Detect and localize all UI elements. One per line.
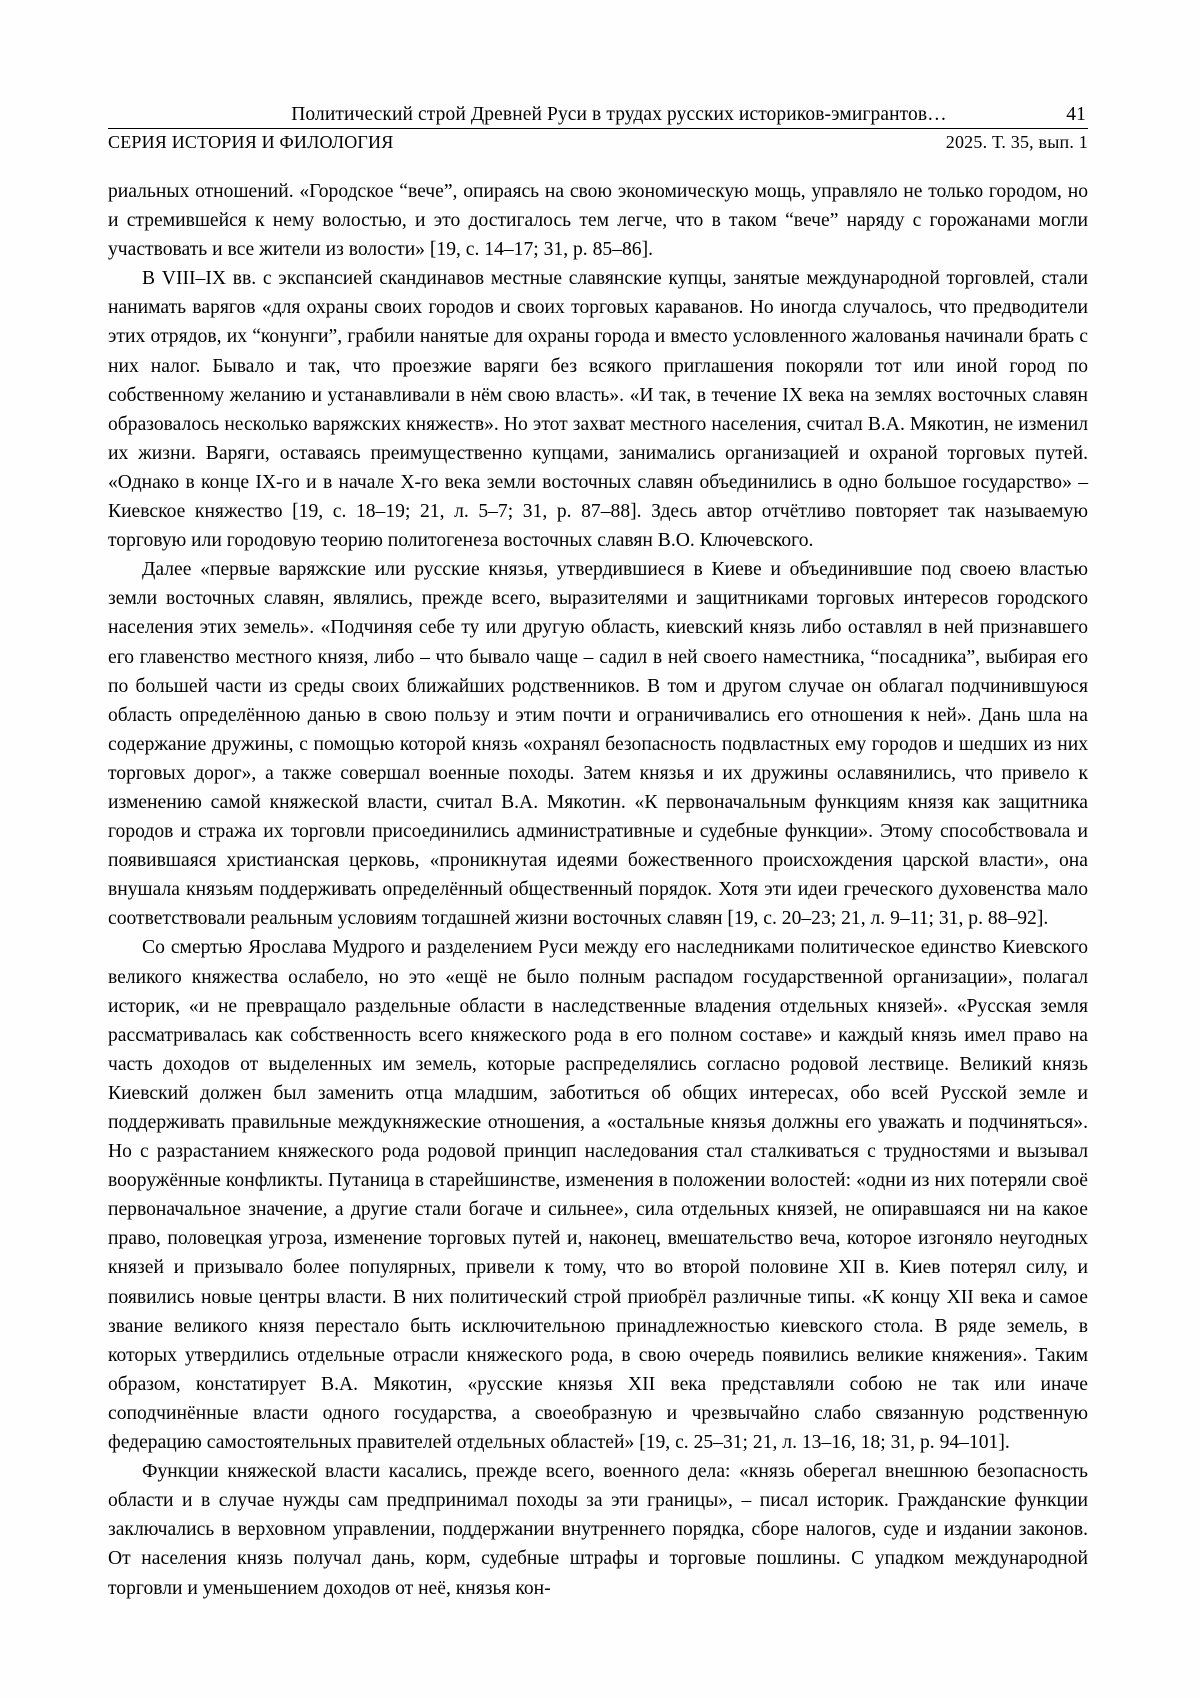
journal-series: СЕРИЯ ИСТОРИЯ И ФИЛОЛОГИЯ [108, 132, 394, 152]
paragraph: В VIII–IX вв. с экспансией скандинавов местные славянские купцы, занятые международной торговлей, стали нанимать варягов «для охраны своих городов и своих торговых караванов. Но иногда случалось, что предводители этих отрядов, их “конунги”, грабили нанятые для охраны города и вместо условленного жалованья начинали брать с них налог. Бывало и так, что проезжие варяги без всякого приглашения покоряли тот или иной город по собственному желанию и устанавливали в нём свою власть». «И так, в течение IX века на землях восточных славян образовалось несколько варяжских княжеств». Но этот захват местного населения, считал В.А. Мякотин, не изменил их жизни. Варяги, оставаясь преимущественно купцами, занимались организацией и охраной торговых путей. «Однако в конце IX-го и в начале X-го века земли восточных славян объединились в одно большое государство» – Киевское княжество [19, с. 18–19; 21, л. 5–7; 31, р. 87–88]. Здесь автор отчётливо повторяет так называемую торговую или городовую теорию политогенеза восточных славян В.О. Ключевского. [108, 268, 1088, 552]
paragraph: риальных отношений. «Городское “вече”, опираясь на свою экономическую мощь, управляло не только городом, но и стремившейся к нему волостью, и это достигалось тем легче, что в таком “вече” наряду с горожанами могли участвовать и все жители из волости» [19, с. 14–17; 31, р. 85–86]. [108, 181, 1088, 261]
journal-issue: 2025. Т. 35, вып. 1 [945, 132, 1088, 152]
article-body [108, 177, 1088, 1603]
header-divider [108, 128, 1088, 129]
running-head-title: Политический строй Древней Руси в трудах русских историков-эмигрантов… [291, 104, 947, 125]
paragraph: Далее «первые варяжские или русские князья, утвердившиеся в Киеве и объединившие под своею властью земли восточных славян, являлись, прежде всего, выразителями и защитниками торговых интересов городского населения этих земель». «Подчиняя себе ту или другую область, киевский князь либо оставлял в ней признавшего его главенство местного князя, либо – что бывало чаще – садил в ней своего наместника, “посадника”, выбирая его по большей части из среды своих ближайших родственников. В том и другом случае он облагал подчинившуюся область определённою данью в свою пользу и этим почти и ограничивались его отношения к ней». Дань шла на содержание дружины, с помощью которой князь «охранял безопасность подвластных ему городов и шедших из них торговых дорог», а также совершал военные походы. Затем князья и их дружины ославянились, что привело к изменению самой княжеской власти, считал В.А. Мякотин. «К первоначальным функциям князя как защитника городов и стража их торговли присоединились административные и судебные функции». Этому способствовала и появившаяся христианская церковь, «проникнутая идеями божественного происхождения царской власти», она внушала князьям поддерживать определённый общественный порядок. Хотя эти идеи греческого духовенства мало соответствовали реальным условиям тогдашней жизни восточных славян [19, с. 20–23; 21, л. 9–11; 31, р. 88–92]. [108, 559, 1088, 930]
running-head-top [108, 104, 1088, 126]
page-number: 41 [1066, 104, 1086, 125]
running-head-bottom [108, 132, 1088, 153]
page-content [108, 104, 1088, 1603]
paragraph: Функции княжеской власти касались, прежде всего, военного дела: «князь оберегал внешнюю безопасность области и в случае нужды сам предпринимал походы за эти границы», – писал историк. Гражданские функции заключались в верховном управлении, поддержании внутреннего порядка, сборе налогов, суде и издании законов. От населения князь получал дань, корм, судебные штрафы и торговые пошлины. С упадком международной торговли и уменьшением доходов от неё, князья кон- [108, 1461, 1088, 1599]
paragraph: Со смертью Ярослава Мудрого и разделением Руси между его наследниками политическое единство Киевского великого княжества ослабело, но это «ещё не было полным распадом государственной организации», полагал историк, «и не превращало раздельные области в наследственные владения отдельных князей». «Русская земля рассматривалась как собственность всего княжеского рода в его полном составе» и каждый князь имел право на часть доходов от выделенных им земель, которые распределялись согласно родовой лествице. Великий князь Киевский должен был заменить отца младшим, заботиться об общих интересах, обо всей Русской земле и поддерживать правильные междукняжеские отношения, а «остальные князья должны его уважать и подчиняться». Но с разрастанием княжеского рода родовой принцип наследования стал сталкиваться с трудностями и вызывал вооружённые конфликты. Путаница в старейшинстве, изменения в положении волостей: «одни из них потеряли своё первоначальное значение, а другие стали богаче и сильнее», сила отдельных князей, не опиравшаяся ни на какое право, половецкая угроза, изменение торговых путей и, наконец, вмешательство веча, которое изгоняло неугодных князей и призывало более популярных, привели к тому, что во второй половине XII в. Киев потерял силу, и появились новые центры власти. В них политический строй приобрёл различные типы. «К концу XII века и самое звание великого князя перестало быть исключительною принадлежностью киевского стола. В ряде земель, в которых утвердились отдельные отрасли княжеского рода, в свою очередь появились великие княжения». Таким образом, констатирует В.А. Мякотин, «русские князья XII века представляли собою не так или иначе соподчинённые власти одного государства, а своеобразную и чрезвычайно слабо связанную родственную федерацию самостоятельных правителей отдельных областей» [19, с. 25–31; 21, л. 13–16, 18; 31, р. 94–101]. [108, 937, 1088, 1454]
